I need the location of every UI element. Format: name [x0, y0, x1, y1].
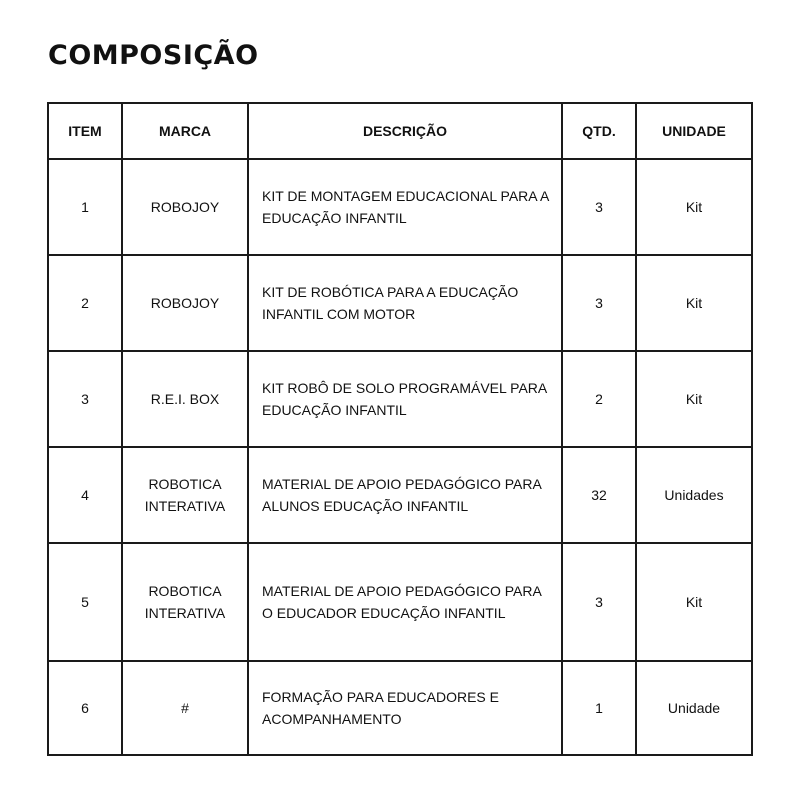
cell-qtd: 32 [562, 447, 636, 543]
cell-descricao: MATERIAL DE APOIO PEDAGÓGICO PARA O EDUCADOR EDUCAÇÃO INFANTIL [248, 543, 562, 661]
cell-qtd: 1 [562, 661, 636, 755]
cell-unidade: Unidades [636, 447, 752, 543]
table-header-row [48, 103, 752, 159]
cell-descricao: FORMAÇÃO PARA EDUCADORES E ACOMPANHAMENTO [248, 661, 562, 755]
cell-unidade: Kit [636, 543, 752, 661]
cell-descricao: KIT DE MONTAGEM EDUCACIONAL PARA A EDUCAÇÃO INFANTIL [248, 159, 562, 255]
cell-marca: ROBOJOY [122, 255, 248, 351]
cell-qtd: 3 [562, 543, 636, 661]
table-row [48, 159, 752, 255]
cell-item: 4 [48, 447, 122, 543]
table-row [48, 543, 752, 661]
cell-marca: # [122, 661, 248, 755]
composition-table [47, 102, 753, 756]
header-unidade: UNIDADE [636, 103, 752, 159]
cell-unidade: Unidade [636, 661, 752, 755]
cell-qtd: 3 [562, 159, 636, 255]
cell-unidade: Kit [636, 159, 752, 255]
cell-qtd: 3 [562, 255, 636, 351]
cell-item: 2 [48, 255, 122, 351]
cell-marca: ROBOJOY [122, 159, 248, 255]
cell-descricao: MATERIAL DE APOIO PEDAGÓGICO PARA ALUNOS EDUCAÇÃO INFANTIL [248, 447, 562, 543]
cell-qtd: 2 [562, 351, 636, 447]
table-row [48, 661, 752, 755]
page-title: COMPOSIÇÃO [48, 40, 259, 71]
header-marca: MARCA [122, 103, 248, 159]
table-row [48, 351, 752, 447]
cell-unidade: Kit [636, 255, 752, 351]
header-descricao: DESCRIÇÃO [248, 103, 562, 159]
cell-marca: ROBOTICA INTERATIVA [122, 447, 248, 543]
cell-item: 1 [48, 159, 122, 255]
table-row [48, 255, 752, 351]
cell-item: 6 [48, 661, 122, 755]
cell-marca: ROBOTICA INTERATIVA [122, 543, 248, 661]
cell-descricao: KIT DE ROBÓTICA PARA A EDUCAÇÃO INFANTIL COM MOTOR [248, 255, 562, 351]
cell-item: 5 [48, 543, 122, 661]
cell-descricao: KIT ROBÔ DE SOLO PROGRAMÁVEL PARA EDUCAÇÃO INFANTIL [248, 351, 562, 447]
table-row [48, 447, 752, 543]
header-qtd: QTD. [562, 103, 636, 159]
header-item: ITEM [48, 103, 122, 159]
cell-marca: R.E.I. BOX [122, 351, 248, 447]
cell-item: 3 [48, 351, 122, 447]
cell-unidade: Kit [636, 351, 752, 447]
